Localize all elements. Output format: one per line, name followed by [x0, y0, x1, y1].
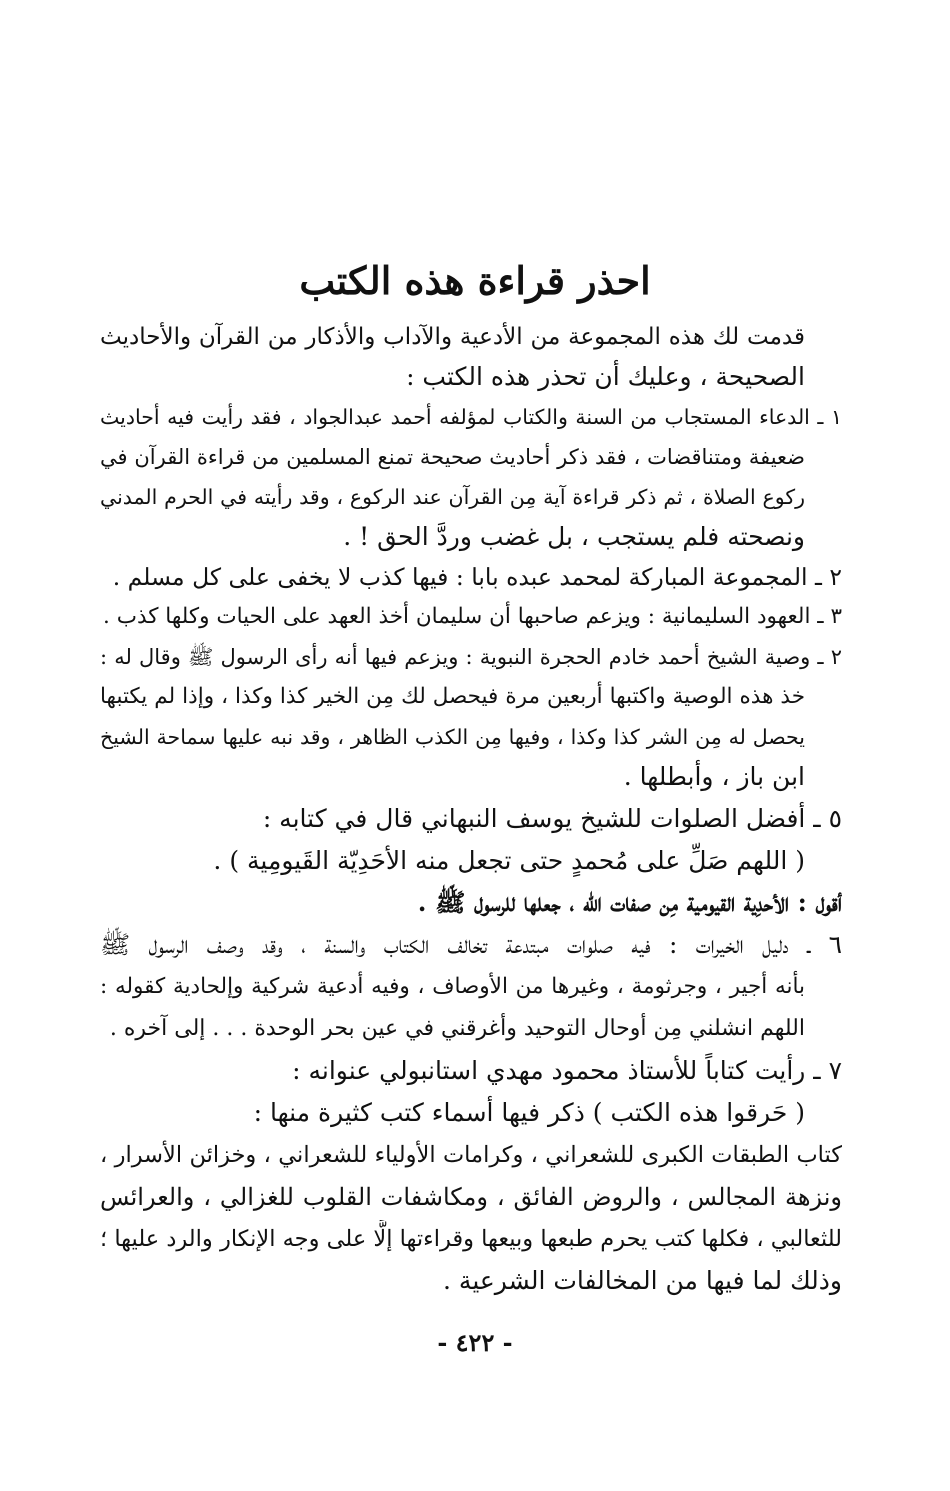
text-line: وذلك لما فيها من المخالفات الشرعية .: [443, 1266, 842, 1295]
text-line: كتاب الطبقات الكبرى للشعراني ، وكرامات الأولياء للشعراني ، وخزائن الأسرار ،: [100, 1142, 842, 1168]
text-line: الصحيحة ، وعليك أن تحذر هذه الكتب :: [406, 362, 805, 391]
text-line: ٣ ـ العهود السليمانية : ويزعم صاحبها أن سليمان أخذ العهد على الحيات وكلها كذب .: [103, 604, 842, 629]
text-line: ( حَرقوا هذه الكتب ) ذكر فيها أسماء كتب كثيرة منها :: [253, 1098, 805, 1127]
text-line: ١ ـ الدعاء المستجاب من السنة والكتاب لمؤلفه أحمد عبدالجواد ، فقد رأيت فيه أحاديث: [100, 405, 842, 429]
text-line: ( اللهم صَلِّ على مُحمدٍ حتى تجعل منه الأحَدِيّة القَيومِية ) .: [213, 846, 805, 875]
text-line: ونصحته فلم يستجب ، بل غضب وردَّ الحق ! .: [343, 522, 805, 551]
text-line: ٧ ـ رأيت كتاباً للأستاذ محمود مهدي استانبولي عنوانه :: [292, 1056, 842, 1085]
text-line: ونزهة المجالس ، والروض الفائق ، ومكاشفات القلوب للغزالي ، والعرائس: [100, 1183, 842, 1211]
text-line: بأنه أجير ، وجرثومة ، وغيرها من الأوصاف ، وفيه أدعية شركية وإلحادية كقوله :: [100, 974, 805, 999]
page-title: احذر قراءة هذه الكتب: [299, 258, 651, 303]
text-line: ٢ ـ وصية الشيخ أحمد خادم الحجرة النبوية : ويزعم فيها أنه رأى الرسول ﷺ وقال له :: [100, 645, 842, 669]
text-line: يحصل له مِن الشر كذا وكذا ، وفيها مِن الكذب الظاهر ، وقد نبه عليها سماحة الشيخ: [100, 725, 805, 749]
page-number: - ٤٢٢ -: [437, 1328, 513, 1357]
text-line: ٢ ـ المجموعة المباركة لمحمد عبده بابا : فيها كذب لا يخفى على كل مسلم .: [112, 563, 842, 591]
text-line: ٦ ـ دليل الخيرات : فيه صلوات مبتدعة تخالف الكتاب والسنة ، وقد وصف الرسول ﷺ: [100, 930, 842, 959]
text-line: قدمت لك هذه المجموعة من الأدعية والآداب والأذكار من القرآن والأحاديث: [100, 324, 805, 350]
text-line: ٥ ـ أفضل الصلوات للشيخ يوسف النبهاني قال في كتابه :: [262, 804, 842, 833]
text-line: ضعيفة ومتناقضات ، فقد ذكر أحاديث صحيحة تمنع المسلمين من قراءة القرآن في: [100, 445, 805, 469]
text-line: ركوع الصلاة ، ثم ذكر قراءة آية مِن القرآن عند الركوع ، وقد رأيته في الحرم المدني: [100, 485, 805, 509]
text-line: اللهم انشلني مِن أوحال التوحيد وأغرقني في عين بحر الوحدة . . . إلى آخره .: [109, 1016, 805, 1041]
text-line: للثعالبي ، فكلها كتب يحرم طبعها وبيعها وقراءتها إلَّا على وجه الإنكار والرد عليها ؛: [100, 1226, 842, 1252]
text-line: أقول : الأحدِية القيومية مِن صفات الله ، جعلها للرسول ﷺ .: [417, 888, 842, 917]
text-line: خذ هذه الوصية واكتبها أربعين مرة فيحصل لك مِن الخير كذا وكذا ، وإذا لم يكتبها: [100, 684, 805, 709]
text-line: ابن باز ، وأبطلها .: [623, 762, 805, 791]
